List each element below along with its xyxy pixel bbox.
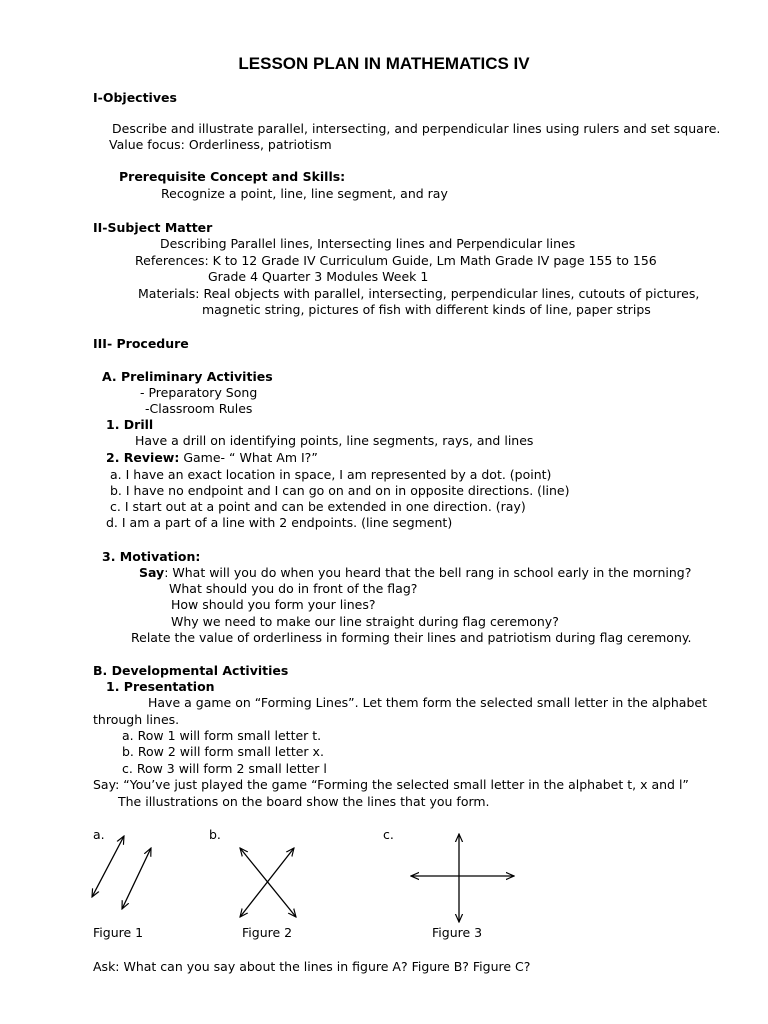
say-question-1-text: : What will you do when you heard that the bell rang in school early in the morning? — [164, 565, 692, 580]
row-item-a: a. Row 1 will form small letter t. — [122, 728, 322, 743]
say-label: Say — [139, 565, 165, 580]
say-question-4: Why we need to make our line straight during flag ceremony? — [171, 614, 559, 629]
figure-2-caption: Figure 2 — [242, 925, 293, 940]
review-text: Game- “ What Am I?” — [179, 450, 318, 465]
say-question-3: How should you form your lines? — [171, 597, 376, 612]
figure-1-caption: Figure 1 — [93, 925, 144, 940]
illustrations-text: The illustrations on the board show the lines that you form. — [118, 794, 490, 809]
drill-text: Have a drill on identifying points, line segments, rays, and lines — [135, 433, 534, 448]
objectives-line-1: Describe and illustrate parallel, intersecting, and perpendicular lines using rulers and set square. — [112, 121, 721, 136]
subject-heading: II-Subject Matter — [93, 220, 213, 235]
row-item-c: c. Row 3 will form 2 small letter l — [122, 761, 327, 776]
value-focus: Value focus: Orderliness, patriotism — [109, 137, 332, 152]
subject-topic: Describing Parallel lines, Intersecting lines and Perpendicular lines — [160, 236, 576, 251]
review-item-a: a. I have an exact location in space, I am represented by a dot. (point) — [110, 467, 552, 482]
page-title: LESSON PLAN IN MATHEMATICS IV — [238, 54, 530, 73]
materials-line-2: magnetic string, pictures of fish with different kinds of line, paper strips — [202, 302, 651, 317]
presentation-line-1: Have a game on “Forming Lines”. Let them form the selected small letter in the alphabet — [148, 695, 707, 710]
prereq-heading: Prerequisite Concept and Skills: — [119, 169, 346, 184]
figure-b-label: b. — [209, 827, 221, 842]
figure-a-label: a. — [93, 827, 105, 842]
relate-text: Relate the value of orderliness in forming their lines and patriotism during flag ceremony. — [131, 630, 692, 645]
procedure-heading: III- Procedure — [93, 336, 189, 351]
prereq-text: Recognize a point, line, line segment, and ray — [161, 186, 448, 201]
preliminary-item-2: -Classroom Rules — [145, 401, 253, 416]
review-label: 2. Review: — [106, 450, 180, 465]
preliminary-item-1: - Preparatory Song — [140, 385, 258, 400]
figure-1-line-right — [122, 848, 151, 909]
materials-line-1: Materials: Real objects with parallel, intersecting, perpendicular lines, cutouts of pictures, — [138, 286, 700, 301]
review-item-c: c. I start out at a point and can be extended in one direction. (ray) — [110, 499, 526, 514]
drill-heading: 1. Drill — [106, 417, 154, 432]
say-question-2: What should you do in front of the flag? — [169, 581, 418, 596]
row-item-b: b. Row 2 will form small letter x. — [122, 744, 324, 759]
figure-c-label: c. — [383, 827, 394, 842]
presentation-line-2: through lines. — [93, 712, 180, 727]
presentation-heading: 1. Presentation — [106, 679, 215, 694]
preliminary-heading: A. Preliminary Activities — [102, 369, 273, 384]
motivation-heading: 3. Motivation: — [102, 549, 201, 564]
objectives-heading: I-Objectives — [93, 90, 177, 105]
review-item-b: b. I have no endpoint and I can go on and on in opposite directions. (line) — [110, 483, 570, 498]
ask-text: Ask: What can you say about the lines in figure A? Figure B? Figure C? — [93, 959, 531, 974]
figure-3-caption: Figure 3 — [432, 925, 483, 940]
review-item-d: d. I am a part of a line with 2 endpoints. (line segment) — [106, 515, 453, 530]
figure-1-line-left — [92, 836, 124, 897]
say-game-text: Say: “You’ve just played the game “Forming the selected small letter in the alphabet t, x and l” — [93, 777, 689, 792]
references-line-2: Grade 4 Quarter 3 Modules Week 1 — [208, 269, 429, 284]
references-line-1: References: K to 12 Grade IV Curriculum Guide, Lm Math Grade IV page 155 to 156 — [135, 253, 657, 268]
developmental-heading: B. Developmental Activities — [93, 663, 289, 678]
